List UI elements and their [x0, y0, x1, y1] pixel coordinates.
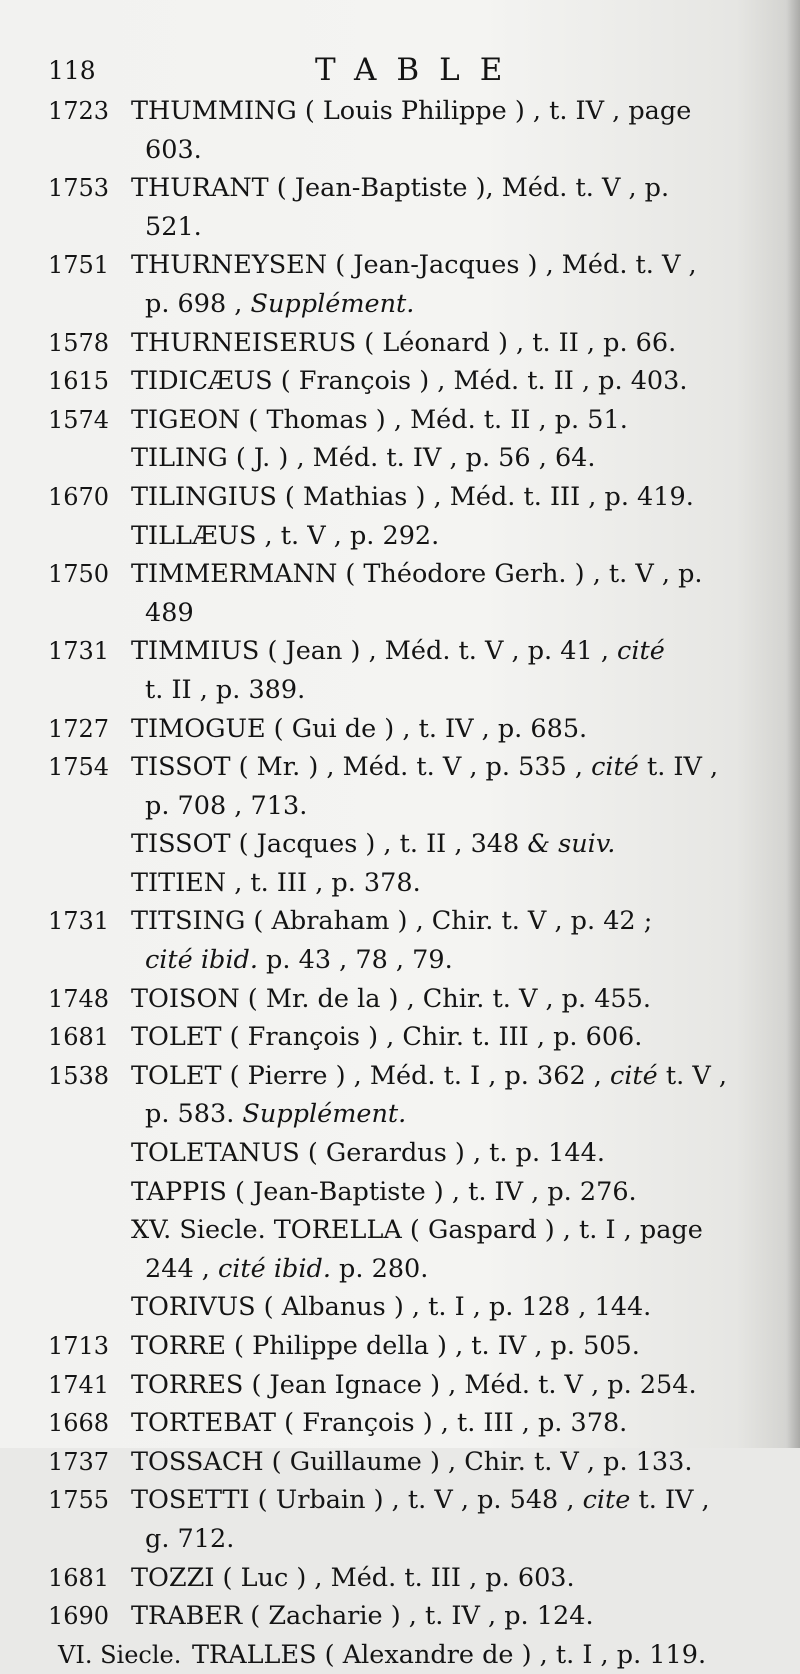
page-number: 118	[48, 56, 96, 85]
index-entry	[0, 1173, 800, 1212]
text-run: TOISON ( Mr. de la ) , Chir. t. V , p. 455.	[131, 983, 651, 1014]
entry-text	[131, 825, 615, 864]
index-entry	[0, 632, 800, 709]
text-run: t. IV ,	[638, 752, 719, 783]
entry-text	[131, 92, 691, 131]
italic-run: & suiv.	[527, 829, 616, 860]
index-entry	[0, 362, 800, 401]
text-run: TOSSACH ( Guillaume ) , Chir. t. V , p. 133.	[131, 1446, 693, 1477]
entry-text	[145, 941, 453, 980]
entry-year: 1754	[48, 753, 110, 782]
entry-text	[145, 1520, 234, 1559]
entry-text	[131, 362, 687, 401]
entry-continuation-line	[0, 131, 800, 170]
entry-year: 1713	[48, 1332, 110, 1360]
text-run: TILING ( J. ) , Méd. t. IV , p. 56 , 64.	[131, 443, 596, 474]
entry-line	[0, 710, 800, 749]
entry-continuation-line	[0, 787, 800, 826]
text-run: TOLET ( François ) , Chir. t. III , p. 606.	[131, 1022, 643, 1053]
italic-run: cité	[609, 1060, 658, 1091]
entry-line	[0, 1327, 800, 1366]
index-entry	[0, 92, 800, 169]
entry-line	[0, 864, 800, 903]
entry-year: 1737	[48, 1447, 110, 1476]
entry-year: 1751	[48, 251, 110, 280]
text-run: p. 43 , 78 , 79.	[257, 945, 453, 976]
entry-year: 1538	[48, 1061, 110, 1090]
entry-text	[131, 555, 703, 594]
text-run: p. 708 , 713.	[145, 790, 308, 821]
entry-line	[0, 1057, 800, 1096]
entry-text	[145, 208, 202, 247]
text-run: TITSING ( Abraham ) , Chir. t. V , p. 42 ;	[131, 906, 653, 937]
entry-continuation-line	[0, 285, 800, 324]
text-run: THURNEYSEN ( Jean-Jacques ) , Méd. t. V ,	[131, 250, 697, 281]
index-entry	[0, 1057, 800, 1134]
italic-run: Supplément.	[242, 1099, 407, 1130]
italic-run: cité	[617, 636, 665, 667]
text-run: TRALLES ( Alexandre de ) , t. I , p. 119.	[192, 1639, 707, 1670]
index-entry	[0, 980, 800, 1019]
entry-line	[0, 1636, 800, 1674]
entry-text	[145, 285, 414, 324]
text-run: TORTEBAT ( François ) , t. III , p. 378.	[131, 1408, 628, 1439]
italic-run: Supplément.	[250, 288, 415, 319]
entry-text	[131, 902, 652, 941]
entry-text	[131, 517, 439, 556]
text-run: 603.	[145, 134, 202, 165]
entry-line	[0, 1134, 800, 1173]
index-entry	[0, 517, 800, 556]
entry-continuation-line	[0, 1095, 800, 1134]
text-run: TIMMERMANN ( Théodore Gerh. ) , t. V , p.	[131, 559, 703, 590]
entry-line	[0, 1559, 800, 1598]
entry-line	[0, 401, 800, 440]
entry-line	[0, 980, 800, 1019]
page-title: TABLE	[315, 52, 523, 88]
entry-continuation-line	[0, 941, 800, 980]
text-run: p. 583.	[145, 1099, 243, 1130]
entry-text	[131, 1366, 697, 1405]
entry-line	[0, 362, 800, 401]
entry-line	[0, 439, 800, 478]
index-entry	[0, 1636, 800, 1674]
entry-text	[131, 439, 596, 478]
entry-year: 1755	[48, 1486, 110, 1515]
text-run: TISSOT ( Mr. ) , Méd. t. V , p. 535 ,	[131, 752, 592, 783]
entry-line	[0, 1443, 800, 1482]
entry-text	[145, 1095, 406, 1134]
entry-text	[131, 980, 651, 1019]
index-entry	[0, 324, 800, 363]
text-run: t. IV ,	[630, 1485, 710, 1516]
entry-line	[0, 825, 800, 864]
index-entry	[0, 1443, 800, 1482]
entry-year: VI. Siecle.	[58, 1640, 182, 1669]
index-entry	[0, 439, 800, 478]
entry-text	[131, 1597, 594, 1636]
running-header	[45, 50, 745, 96]
index-entry	[0, 1018, 800, 1057]
entry-year: 1690	[48, 1602, 110, 1631]
text-run: TIGEON ( Thomas ) , Méd. t. II , p. 51.	[131, 404, 628, 435]
entry-line	[0, 632, 800, 671]
text-run: TILLÆUS , t. V , p. 292.	[131, 520, 440, 551]
entry-text	[131, 1018, 642, 1057]
entry-continuation-line	[0, 594, 800, 633]
entry-text	[131, 1211, 703, 1250]
index-entry	[0, 1327, 800, 1366]
entry-year: 1727	[48, 714, 110, 743]
text-run: TORRES ( Jean Ignace ) , Méd. t. V , p. 254.	[131, 1369, 697, 1400]
italic-run: cité	[591, 752, 639, 783]
text-run: TRABER ( Zacharie ) , t. IV , p. 124.	[131, 1601, 594, 1632]
entry-text	[131, 246, 697, 285]
text-run: 489	[145, 597, 194, 628]
index-entry	[0, 1481, 800, 1558]
text-run: TAPPIS ( Jean-Baptiste ) , t. IV , p. 276.	[131, 1176, 637, 1207]
text-run: TOSETTI ( Urbain ) , t. V , p. 548 ,	[131, 1485, 583, 1516]
entry-continuation-line	[0, 671, 800, 710]
entry-line	[0, 1366, 800, 1405]
entry-line	[0, 246, 800, 285]
entry-line	[0, 1211, 800, 1250]
entry-text	[145, 1250, 428, 1289]
entry-line	[0, 1481, 800, 1520]
index-entry	[0, 169, 800, 246]
text-run: TORRE ( Philippe della ) , t. IV , p. 505.	[131, 1331, 640, 1361]
entry-year: 1681	[48, 1563, 110, 1592]
text-run: TIDICÆUS ( François ) , Méd. t. II , p. 403.	[131, 366, 688, 397]
entry-year: 1731	[48, 637, 110, 666]
entry-year: 1681	[48, 1023, 110, 1052]
italic-run: cité ibid.	[218, 1253, 331, 1284]
entry-text	[131, 710, 587, 749]
text-run: TIMMIUS ( Jean ) , Méd. t. V , p. 41 ,	[131, 636, 618, 667]
entry-text	[131, 478, 694, 517]
text-run: t. V ,	[657, 1060, 727, 1091]
text-run: g. 712.	[145, 1523, 235, 1554]
text-run: TOLETANUS ( Gerardus ) , t. p. 144.	[131, 1138, 605, 1169]
index-entry	[0, 1211, 800, 1288]
entry-year: 1615	[48, 367, 110, 396]
text-run: THURNEISERUS ( Léonard ) , t. II , p. 66.	[131, 327, 677, 358]
entry-line	[0, 748, 800, 787]
entry-line	[0, 169, 800, 208]
text-run: TOLET ( Pierre ) , Méd. t. I , p. 362 ,	[131, 1060, 610, 1091]
entry-text	[145, 671, 305, 710]
text-run: p. 280.	[330, 1253, 429, 1284]
entry-year: 1578	[48, 328, 110, 357]
index-entry	[0, 864, 800, 903]
text-run: 521.	[145, 211, 202, 242]
entry-text	[131, 169, 669, 208]
entry-year: 1731	[48, 907, 110, 936]
entry-text	[131, 1404, 627, 1443]
text-run: TISSOT ( Jacques ) , t. II , 348	[131, 829, 528, 860]
text-run: THUMMING ( Louis Philippe ) , t. IV , page	[131, 96, 692, 126]
entry-line	[0, 517, 800, 556]
entry-text	[131, 748, 718, 787]
text-run: 244 ,	[145, 1253, 218, 1284]
entry-text	[145, 131, 202, 170]
entry-text	[131, 864, 421, 903]
index-entry	[0, 1288, 800, 1327]
entry-line	[0, 1288, 800, 1327]
index-entry	[0, 1134, 800, 1173]
entry-year: 1750	[48, 560, 110, 589]
entry-text	[131, 1134, 605, 1173]
index-entry	[0, 1559, 800, 1598]
entry-year: 1748	[48, 984, 110, 1013]
italic-run: cité ibid.	[145, 945, 258, 976]
index-entry	[0, 1404, 800, 1443]
entry-text	[131, 401, 628, 440]
text-run: TOZZI ( Luc ) , Méd. t. III , p. 603.	[131, 1562, 575, 1593]
entry-year: 1574	[48, 405, 110, 434]
text-run: TIMOGUE ( Gui de ) , t. IV , p. 685.	[131, 713, 588, 744]
entry-line	[0, 902, 800, 941]
text-run: TILINGIUS ( Mathias ) , Méd. t. III , p. 419.	[131, 481, 694, 512]
entry-text	[131, 632, 665, 671]
entry-line	[0, 1597, 800, 1636]
text-run: THURANT ( Jean-Baptiste ), Méd. t. V , p.	[131, 173, 670, 204]
entry-year: 1723	[48, 97, 110, 125]
index-entry	[0, 710, 800, 749]
entry-line	[0, 92, 800, 131]
index-entry	[0, 748, 800, 825]
entry-text	[131, 1327, 640, 1366]
index-entry	[0, 478, 800, 517]
index-entry	[0, 401, 800, 440]
entry-line	[0, 324, 800, 363]
index-entry	[0, 902, 800, 979]
entry-text	[145, 787, 307, 826]
entry-text	[131, 324, 676, 363]
entry-line	[0, 1018, 800, 1057]
entry-text	[131, 1173, 637, 1212]
entry-year: 1741	[48, 1370, 110, 1399]
entry-continuation-line	[0, 208, 800, 247]
entry-text	[131, 1057, 727, 1096]
entry-text	[192, 1636, 706, 1674]
text-run: TITIEN , t. III , p. 378.	[131, 867, 421, 898]
index-entry	[0, 825, 800, 864]
entry-text	[131, 1481, 710, 1520]
entry-text	[131, 1288, 651, 1327]
entry-year: 1753	[48, 174, 110, 203]
text-run: p. 698 ,	[145, 288, 251, 319]
entry-continuation-line	[0, 1250, 800, 1289]
entry-year: 1668	[48, 1409, 110, 1438]
index-entries	[0, 92, 800, 1674]
entry-text	[131, 1559, 575, 1598]
entry-year: 1670	[48, 482, 110, 511]
italic-run: cite	[582, 1485, 631, 1516]
entry-continuation-line	[0, 1520, 800, 1559]
entry-line	[0, 1173, 800, 1212]
text-run: t. II , p. 389.	[145, 674, 306, 705]
entry-text	[131, 1443, 692, 1482]
index-entry	[0, 555, 800, 632]
index-entry	[0, 246, 800, 323]
entry-line	[0, 478, 800, 517]
index-entry	[0, 1597, 800, 1636]
text-run: XV. Siecle. TORELLA ( Gaspard ) , t. I , page	[131, 1215, 703, 1246]
entry-line	[0, 1404, 800, 1443]
entry-line	[0, 555, 800, 594]
text-run: TORIVUS ( Albanus ) , t. I , p. 128 , 144.	[131, 1292, 652, 1323]
index-entry	[0, 1366, 800, 1405]
entry-text	[145, 594, 194, 633]
